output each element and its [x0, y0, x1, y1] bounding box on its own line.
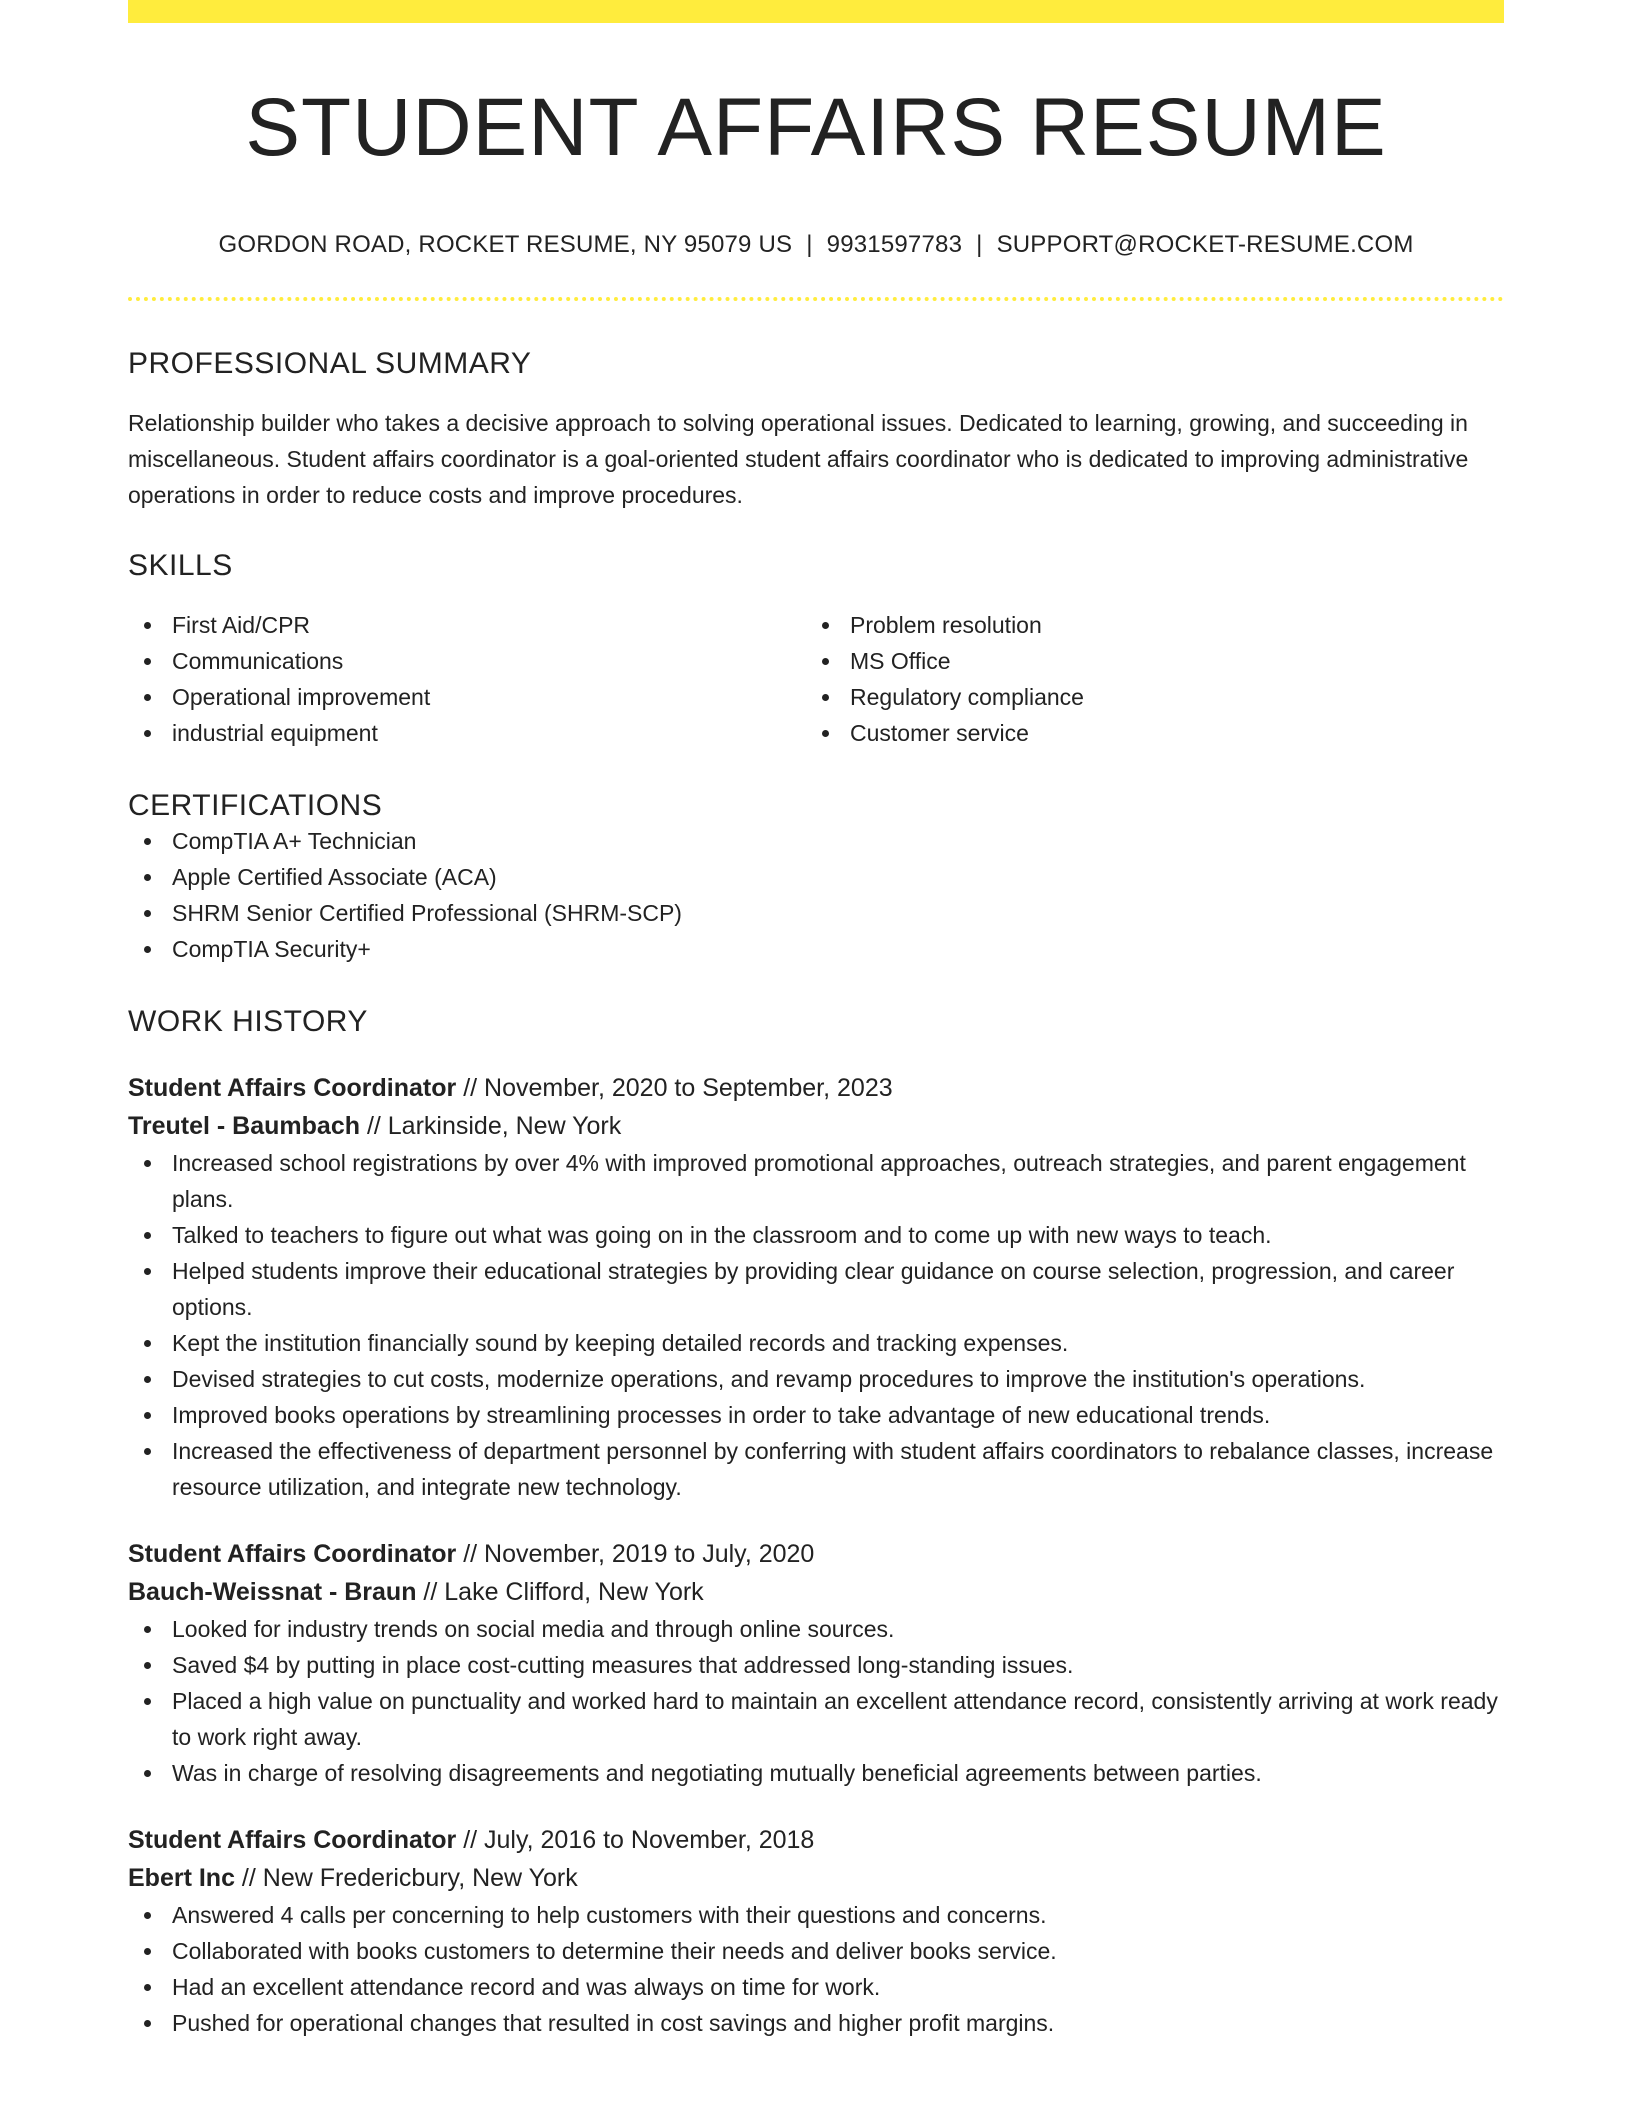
job-company: Bauch-Weissnat - Braun — [128, 1578, 417, 1607]
summary-heading: PROFESSIONAL SUMMARY — [128, 347, 532, 381]
job-company: Ebert Inc — [128, 1864, 235, 1893]
certifications-heading: CERTIFICATIONS — [128, 789, 383, 823]
contact-separator: | — [976, 231, 983, 259]
job-bullet: Looked for industry trends on social media and through online sources. — [128, 1611, 1504, 1647]
job-bullet: Collaborated with books customers to determine their needs and deliver books service. — [128, 1933, 1504, 1969]
job-dates: // November, 2020 to September, 2023 — [456, 1074, 893, 1103]
job-location: // Lake Clifford, New York — [416, 1578, 704, 1607]
job-role: Student Affairs Coordinator — [128, 1074, 457, 1103]
contact-email: SUPPORT@ROCKET-RESUME.COM — [996, 231, 1414, 259]
certification-item: SHRM Senior Certified Professional (SHRM-SCP) — [128, 895, 1504, 931]
skill-item: Communications — [128, 643, 806, 679]
job-bullet: Devised strategies to cut costs, modernize operations, and revamp procedures to improve the institution's operations. — [128, 1361, 1504, 1397]
job-bullet: Pushed for operational changes that resulted in cost savings and higher profit margins. — [128, 2005, 1504, 2041]
job-company-line — [128, 1107, 1504, 1145]
job-role: Student Affairs Coordinator — [128, 1826, 457, 1855]
job-location: // Larkinside, New York — [360, 1112, 622, 1141]
certification-item: CompTIA A+ Technician — [128, 823, 1504, 859]
job-company: Treutel - Baumbach — [128, 1112, 360, 1141]
skills-heading: SKILLS — [128, 549, 233, 583]
job-bullet: Talked to teachers to figure out what was going on in the classroom and to come up with new ways to teach. — [128, 1217, 1504, 1253]
job-role-line — [128, 1069, 1504, 1107]
job-entry — [128, 1069, 1504, 1505]
resume-page — [128, 0, 1504, 2041]
skills-column-left — [128, 607, 806, 751]
skill-item: Operational improvement — [128, 679, 806, 715]
job-role-line — [128, 1535, 1504, 1573]
summary-text: Relationship builder who takes a decisive approach to solving operational issues. Dedicated to learning, growing, and succeeding in miscellaneous. Student affairs coordinator is a goal-oriented student affairs coordinator who is dedicated to improving administrative operations in order to reduce costs and improve procedures. — [128, 410, 1469, 509]
job-bullet-list — [128, 1897, 1504, 2041]
job-bullet: Had an excellent attendance record and was always on time for work. — [128, 1969, 1504, 2005]
job-dates: // July, 2016 to November, 2018 — [456, 1826, 815, 1855]
contact-phone: 9931597783 — [826, 231, 963, 259]
skill-item: Regulatory compliance — [806, 679, 1484, 715]
contact-address: GORDON ROAD, ROCKET RESUME, NY 95079 US — [218, 231, 793, 259]
contact-separator: | — [806, 231, 813, 259]
job-entry — [128, 1821, 1504, 2041]
job-dates: // November, 2019 to July, 2020 — [456, 1540, 815, 1569]
job-role: Student Affairs Coordinator — [128, 1540, 457, 1569]
job-bullet: Increased the effectiveness of department personnel by conferring with student affairs coordinators to rebalance classes, increase resource utilization, and integrate new technology. — [128, 1433, 1504, 1505]
job-company-line — [128, 1859, 1504, 1897]
job-bullet: Improved books operations by streamlining processes in order to take advantage of new educational trends. — [128, 1397, 1504, 1433]
dotted-divider — [128, 297, 1504, 301]
skill-item: Problem resolution — [806, 607, 1484, 643]
top-accent-bar — [128, 0, 1504, 23]
skill-item: Customer service — [806, 715, 1484, 751]
job-bullet: Answered 4 calls per concerning to help customers with their questions and concerns. — [128, 1897, 1504, 1933]
skill-item: MS Office — [806, 643, 1484, 679]
certifications-list — [128, 823, 1504, 967]
job-entry — [128, 1535, 1504, 1791]
work-history-heading: WORK HISTORY — [128, 1005, 368, 1039]
certification-item: Apple Certified Associate (ACA) — [128, 859, 1504, 895]
resume-title: STUDENT AFFAIRS RESUME — [245, 82, 1387, 173]
job-location: // New Fredericbury, New York — [234, 1864, 578, 1893]
job-bullet: Saved $4 by putting in place cost-cutting measures that addressed long-standing issues. — [128, 1647, 1504, 1683]
skills-column-right — [806, 607, 1484, 751]
certification-item: CompTIA Security+ — [128, 931, 1504, 967]
skill-item: First Aid/CPR — [128, 607, 806, 643]
job-bullet: Increased school registrations by over 4% with improved promotional approaches, outreach strategies, and parent engagement plans. — [128, 1145, 1504, 1217]
job-bullet-list — [128, 1145, 1504, 1505]
job-bullet: Was in charge of resolving disagreements and negotiating mutually beneficial agreements between parties. — [128, 1755, 1504, 1791]
job-company-line — [128, 1573, 1504, 1611]
job-bullet-list — [128, 1611, 1504, 1791]
skills-list-left — [128, 607, 806, 751]
contact-line — [128, 231, 1504, 259]
job-bullet: Kept the institution financially sound by keeping detailed records and tracking expenses. — [128, 1325, 1504, 1361]
job-bullet: Placed a high value on punctuality and worked hard to maintain an excellent attendance record, consistently arriving at work ready to work right away. — [128, 1683, 1504, 1755]
skill-item: industrial equipment — [128, 715, 806, 751]
skills-grid — [128, 607, 1504, 751]
job-bullet: Helped students improve their educational strategies by providing clear guidance on course selection, progression, and career options. — [128, 1253, 1504, 1325]
job-role-line — [128, 1821, 1504, 1859]
skills-list-right — [806, 607, 1484, 751]
